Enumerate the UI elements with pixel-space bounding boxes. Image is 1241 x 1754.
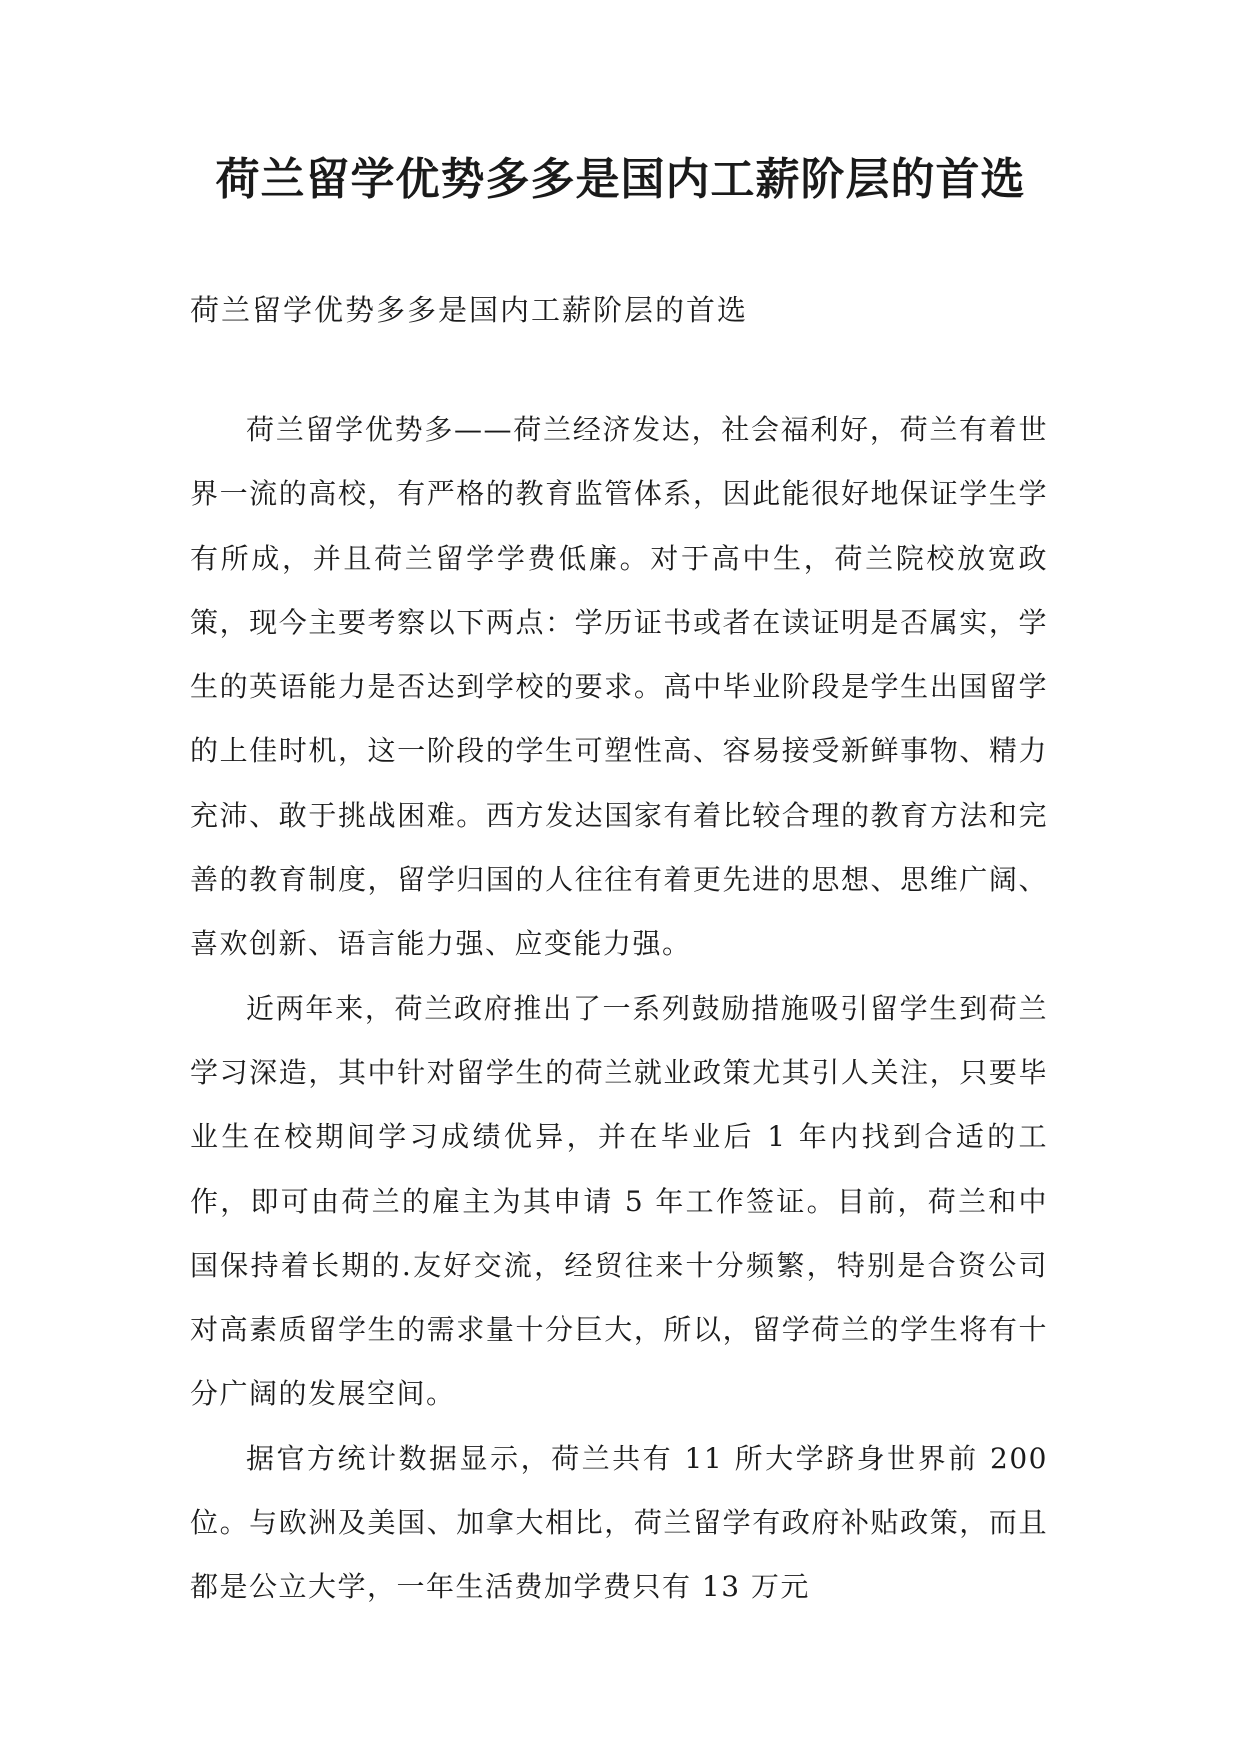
body-paragraph-3: 据官方统计数据显示，荷兰共有 11 所大学跻身世界前 200 位。与欧洲及美国、加拿大相比，荷兰留学有政府补贴政策，而且都是公立大学，一年生活费加学费只有 13 万元	[190, 1441, 1048, 1604]
document-title: 荷兰留学优势多多是国内工薪阶层的首选	[215, 154, 1026, 205]
document-body	[190, 398, 1048, 1620]
body-paragraph-2: 近两年来，荷兰政府推出了一系列鼓励措施吸引留学生到荷兰学习深造，其中针对留学生的荷兰就业政策尤其引人关注，只要毕业生在校期间学习成绩优异，并在毕业后 1 年内找到合适的工作，即可由荷兰的雇主为其申请 5 年工作签证。目前，荷兰和中国保持着长期的.友好交流，经贸往来十分频繁，特别是合资公司对高素质留学生的需求量十分巨大，所以，留学荷兰的学生将有十分广阔的发展空间。	[190, 991, 1048, 1411]
body-paragraph-1: 荷兰留学优势多——荷兰经济发达，社会福利好，荷兰有着世界一流的高校，有严格的教育监管体系，因此能很好地保证学生学有所成，并且荷兰留学学费低廉。对于高中生，荷兰院校放宽政策，现今主要考察以下两点：学历证书或者在读证明是否属实，学生的英语能力是否达到学校的要求。高中毕业阶段是学生出国留学的上佳时机，这一阶段的学生可塑性高、容易接受新鲜事物、精力充沛、敢于挑战困难。西方发达国家有着比较合理的教育方法和完善的教育制度，留学归国的人往往有着更先进的思想、思维广阔、喜欢创新、语言能力强、应变能力强。	[190, 413, 1048, 961]
document-subtitle: 荷兰留学优势多多是国内工薪阶层的首选	[190, 293, 749, 327]
